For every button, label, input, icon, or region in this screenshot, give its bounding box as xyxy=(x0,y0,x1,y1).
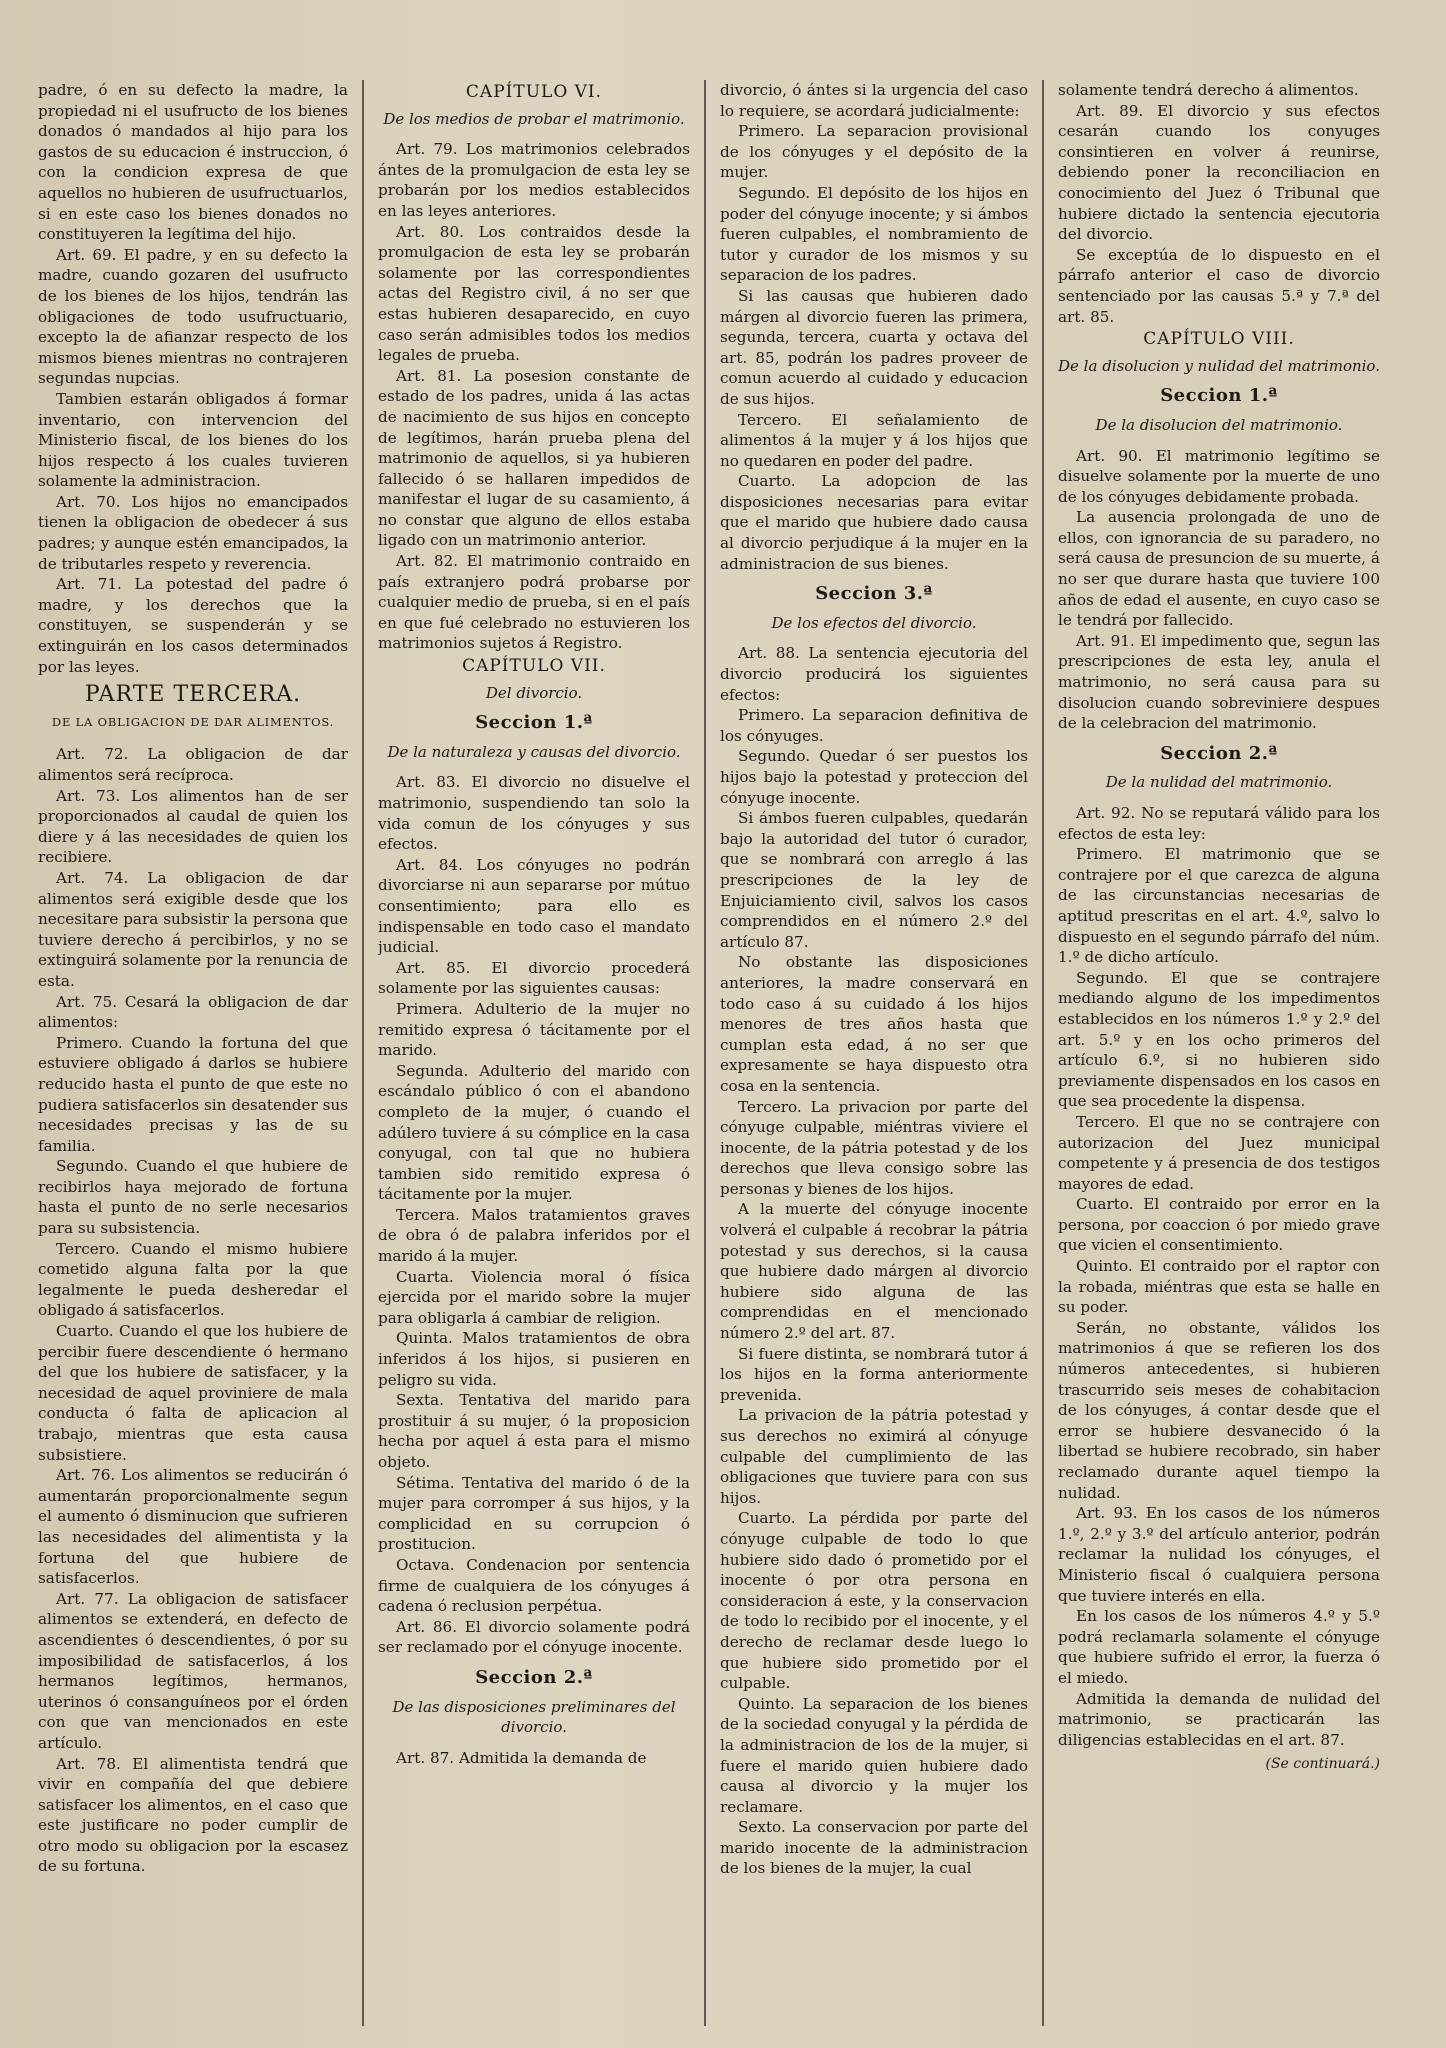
article-78: Art. 78. El alimentista tendrá que vivir en compañía del que debiere satisfacer los alimentos, en el caso que este justificare no poder cumplir de otro modo su obligacion por la escasez de su fortuna. xyxy=(38,1754,348,1876)
paragraph: Cuarto. La pérdida por parte del cónyuge culpable de todo lo que hubiere sido dado ó prometido por el inocente ó por otra persona en consideracion á este, y la conservacion de todo lo recibido por el inocente, y el derecho de reclamar desde luego lo que hubiere sido prometido por el culpable. xyxy=(720,1509,1028,1693)
chapter-subtitle: De la disolucion y nulidad del matrimonio. xyxy=(1058,356,1380,375)
paragraph: Sétima. Tentativa del marido ó de la mujer para corromper á sus hijos, y la complicidad en su corrupcion ó prostitucion. xyxy=(378,1473,690,1554)
paragraph: Tercera. Malos tratamientos graves de obra ó de palabra inferidos por el marido á la mujer. xyxy=(378,1205,690,1266)
paragraph: divorcio, ó ántes si la urgencia del caso lo requiere, se acordará judicialmente: xyxy=(720,81,1028,120)
chapter-subtitle: Del divorcio. xyxy=(485,683,583,702)
paragraph: Primero. Cuando la fortuna del que estuviere obligado á darlos se hubiere reducido hasta el punto de que este no pudiera satisfacerlos sin desatender sus necesidades precisas y las de su familia. xyxy=(38,1033,348,1155)
section-title: Seccion 1.ª xyxy=(475,712,593,734)
article-91: Art. 91. El impedimento que, segun las prescripciones de esta ley, anula el matrimonio, no será causa para su disolucion cuando sobreviniere despues de la celebracion del matrimonio. xyxy=(1058,631,1380,733)
article-89: Art. 89. El divorcio y sus efectos cesarán cuando los conyuges consintieren en volver á reunirse, debiendo poner la reconciliacion en conocimiento del Juez ó Tribunal que hubiere dictado la sentencia ejecutoria del divorcio. xyxy=(1058,101,1380,244)
paragraph: Si ámbos fueren culpables, quedarán bajo la autoridad del tutor ó curador, que se nombrará con arreglo á las prescripciones de la ley de Enjuiciamiento civil, salvos los casos comprendidos en el número 2.º del artículo 87. xyxy=(720,809,1028,951)
column-divider xyxy=(362,80,364,2026)
paragraph: Tambien estarán obligados á formar inventario, con intervencion del Ministerio fiscal, de los bienes do los hijos respecto á los cuales tuvieren solamente la administracion. xyxy=(38,389,348,491)
section-title: Seccion 1.ª xyxy=(1160,385,1278,407)
part-subtitle: DE LA OBLIGACION DE DAR ALIMENTOS. xyxy=(51,714,335,729)
article-71: Art. 71. La potestad del padre ó madre, y los derechos que la constituyen, se suspenderán y se extinguirán en los casos determinados por las leyes. xyxy=(38,575,348,676)
column-divider xyxy=(704,80,706,2026)
section-subtitle: De la nulidad del matrimonio. xyxy=(1105,773,1333,792)
section-subtitle: De la naturaleza y causas del divorcio. xyxy=(387,742,681,761)
section-subtitle: De las disposiciones preliminares del divorcio. xyxy=(392,1697,676,1737)
chapter-title: CAPÍTULO VI. xyxy=(465,82,603,102)
paragraph: Tercero. La privacion por parte del cónyuge culpable, miéntras viviere el inocente, de la pátria potestad y de los derechos que lleva consigo sobre las personas y bienes de los hijos. xyxy=(720,1097,1028,1198)
paragraph: Si fuere distinta, se nombrará tutor á los hijos en la forma anteriormente prevenida. xyxy=(720,1344,1028,1404)
article-88: Art. 88. La sentencia ejecutoria del divorcio producirá los siguientes efectos: xyxy=(720,644,1028,704)
paragraph: Cuarto. Cuando el que los hubiere de percibir fuere descendiente ó hermano del que los hubiere de satisfacer, y la necesidad de aquel proviniere de mala conducta ó falta de aplicacion al trabajo, mientras que esta causa subsistiere. xyxy=(38,1322,348,1464)
paragraph: Cuarto. La adopcion de las disposiciones necesarias para evitar que el marido que hubiere dado causa al divorcio perjudique á la mujer en la administracion de sus bienes. xyxy=(720,472,1028,573)
section-title: Seccion 2.ª xyxy=(475,1666,593,1688)
article-74: Art. 74. La obligacion de dar alimentos será exigible desde que los necesitare para subsistir la persona que tuviere derecho á percibirlos, y no se extinguirá solamente por la renuncia de esta. xyxy=(38,868,348,990)
paragraph: Tercero. Cuando el mismo hubiere cometido alguna falta por la que legalmente le pueda desheredar el obligado á satisfacerlos. xyxy=(38,1239,348,1320)
paragraph: Tercero. El que no se contrajere con autorizacion del Juez municipal competente y á presencia de dos testigos mayores de edad. xyxy=(1058,1112,1380,1193)
paragraph: Segundo. El que se contrajere mediando alguno de los impedimentos establecidos en los números 1.º y 2.º del art. 5.º y en los ocho primeros del artículo 6.º, si no hubieren sido previamente dispensados en los casos en que sea procedente la dispensa. xyxy=(1058,968,1380,1111)
section-title: Seccion 2.ª xyxy=(1160,742,1278,764)
article-84: Art. 84. Los cónyuges no podrán divorciarse ni aun separarse por mútuo consentimiento; para ello es indispensable en todo caso el mandato judicial. xyxy=(378,855,690,957)
article-73: Art. 73. Los alimentos han de ser proporcionados al caudal de quien los diere y á las necesidades de quien los recibiere. xyxy=(38,786,348,867)
paragraph: Admitida la demanda de nulidad del matrimonio, se practicarán las diligencias establecidas en el art. 87. xyxy=(1058,1689,1380,1749)
paragraph: Cuarto. El contraido por error en la persona, por coaccion ó por miedo grave que vicien el consentimiento. xyxy=(1058,1195,1380,1255)
chapter-title: CAPÍTULO VII. xyxy=(462,656,606,677)
article-79: Art. 79. Los matrimonios celebrados ántes de la promulgacion de esta ley se probarán por los medios establecidos en las leyes anteriores. xyxy=(378,140,690,220)
paragraph: Sexto. La conservacion por parte del marido inocente de la administracion de los bienes de la mujer, la cual xyxy=(720,1818,1028,1878)
text-columns xyxy=(38,80,1422,2026)
paragraph: Se exceptúa de lo dispuesto en el párrafo anterior el caso de divorcio sentenciado por las causas 5.ª y 7.ª del art. 85. xyxy=(1058,245,1380,326)
section-subtitle: De la disolucion del matrimonio. xyxy=(1095,415,1343,434)
article-90: Art. 90. El matrimonio legítimo se disuelve solamente por la muerte de uno de los cónyuges debidamente probada. xyxy=(1058,446,1380,506)
paragraph: Primero. La separacion provisional de los cónyuges y el depósito de la mujer. xyxy=(720,122,1028,182)
paragraph: La ausencia prolongada de uno de ellos, con ignorancia de su paradero, no será causa de presuncion de su muerte, á no ser que durare hasta que tuviere 100 años de edad el ausente, en cuyo caso se le tendrá por fallecido. xyxy=(1058,508,1380,630)
paragraph: solamente tendrá derecho á alimentos. xyxy=(1058,81,1359,99)
section-title: Seccion 3.ª xyxy=(815,583,933,605)
article-80: Art. 80. Los contraidos desde la promulgacion de esta ley se probarán solamente por las correspondientes actas del Registro civil, á no ser que estas hubieren desaparecido, en cuyo caso serán admisibles todos los medios legales de prueba. xyxy=(378,222,690,365)
column-3 xyxy=(720,80,1028,2026)
article-82: Art. 82. El matrimonio contraido en país extranjero podrá probarse por cualquier medio de prueba, si en el país en que fué celebrado no estuvieren los matrimonios sujetos á Registro. xyxy=(378,552,690,653)
paragraph: Primero. La separacion definitiva de los cónyuges. xyxy=(720,706,1028,745)
article-87: Art. 87. Admitida la demanda de xyxy=(396,1748,647,1767)
paragraph: Octava. Condenacion por sentencia firme de cualquiera de los cónyuges á cadena ó reclusion perpétua. xyxy=(378,1555,690,1616)
paragraph: No obstante las disposiciones anteriores, la madre conservará en todo caso á su cuidado á los hijos menores de tres años hasta que cumplan esta edad, á no ser que expresamente se haya dispuesto otra cosa en la sentencia. xyxy=(720,953,1028,1095)
paragraph: Quinta. Malos tratamientos de obra inferidos á los hijos, si pusieren en peligro su vida. xyxy=(378,1329,690,1389)
article-81: Art. 81. La posesion constante de estado de los padres, unida á las actas de nacimiento de sus hijos en concepto de legítimos, harán prueba plena del matrimonio de aquellos, si ya hubieren fallecido ó se hallaren impedidos de manifestar el lugar de su casamiento, á no constar que alguno de ellos estaba ligado con un matrimonio anterior. xyxy=(378,366,690,550)
part-title: PARTE TERCERA. xyxy=(84,682,302,708)
paragraph: Primera. Adulterio de la mujer no remitido expresa ó tácitamente por el marido. xyxy=(378,999,690,1060)
chapter-title: CAPÍTULO VIII. xyxy=(1143,329,1295,350)
paragraph: En los casos de los números 4.º y 5.º podrá reclamarla solamente el cónyuge que hubiere sufrido el error, la fuerza ó el miedo. xyxy=(1058,1607,1380,1687)
article-85: Art. 85. El divorcio procederá solamente por las siguientes causas: xyxy=(378,958,690,998)
article-75: Art. 75. Cesará la obligacion de dar alimentos: xyxy=(38,992,348,1032)
paragraph: Segundo. El depósito de los hijos en poder del cónyuge inocente; y si ámbos fueren culpables, el nombramiento de tutor y curador de los mismos y su separacion de los padres. xyxy=(720,183,1028,285)
paragraph: Segundo. Quedar ó ser puestos los hijos bajo la potestad y proteccion del cónyuge inocente. xyxy=(720,747,1028,807)
paragraph: Segunda. Adulterio del marido con escándalo público ó con el abandono completo de la mujer, ó cuando el adúlero tuviere á su cómplice en la casa conyugal, con tal que no hubiera tambien sido remitido expresa ó tácitamente por la mujer. xyxy=(378,1061,690,1204)
paragraph: Quinto. La separacion de los bienes de la sociedad conyugal y la pérdida de la administracion de los de la mujer, si fuere el marido quien hubiere dado causa al divorcio y la mujer los reclamare. xyxy=(720,1694,1028,1816)
article-86: Art. 86. El divorcio solamente podrá ser reclamado por el cónyuge inocente. xyxy=(378,1617,690,1657)
paragraph: La privacion de la pátria potestad y sus derechos no eximirá al cónyuge culpable del cumplimiento de las obligaciones que tuviere para con sus hijos. xyxy=(720,1406,1028,1507)
paragraph: Sexta. Tentativa del marido para prostituir á su mujer, ó la proposicion hecha por aquel á esta para el mismo objeto. xyxy=(378,1391,690,1471)
continuation-note: (Se continuará.) xyxy=(1265,1756,1380,1773)
column-2 xyxy=(378,80,690,2026)
paragraph: padre, ó en su defecto la madre, la propiedad ni el usufructo de los bienes donados ó mandados al hijo para los gastos de su educacion é instruccion, ó con la condicion expresa de que aquellos no hubieren de usufructuarlos, si en este caso los bienes donados no constituyeren la legítima del hijo. xyxy=(38,81,348,244)
article-69: Art. 69. El padre, y en su defecto la madre, cuando gozaren del usufructo de los bienes de los hijos, tendrán las obligaciones de todo usufructuario, excepto la de afianzar respecto de los mismos bienes mientras no contrajeren segundas nupcias. xyxy=(38,245,348,388)
paragraph: A la muerte del cónyuge inocente volverá el culpable á recobrar la pátria potestad y sus derechos, si la causa que hubiere dado márgen al divorcio hubiere sido alguna de las comprendidas en el mencionado número 2.º del art. 87. xyxy=(720,1200,1028,1343)
article-76: Art. 76. Los alimentos se reducirán ó aumentarán proporcionalmente segun el aumento ó disminucion que sufrieren las necesidades del alimentista y la fortuna del que hubiere de satisfacerlos. xyxy=(38,1466,348,1588)
paragraph: Primero. El matrimonio que se contrajere por el que carezca de alguna de las circunstancias necesarias de aptitud prescritas en el art. 4.º, salvo lo dispuesto en el segundo párrafo del núm. 1.º de dicho artículo. xyxy=(1058,845,1380,967)
column-4 xyxy=(1058,80,1380,2026)
article-92: Art. 92. No se reputará válido para los efectos de esta ley: xyxy=(1058,804,1380,843)
article-72: Art. 72. La obligacion de dar alimentos será recíproca. xyxy=(38,745,348,784)
section-subtitle: De los efectos del divorcio. xyxy=(771,613,977,632)
paragraph: Quinto. El contraido por el raptor con la robada, miéntras que esta se halle en su poder. xyxy=(1058,1257,1380,1317)
chapter-subtitle: De los medios de probar el matrimonio. xyxy=(383,109,685,128)
article-77: Art. 77. La obligacion de satisfacer alimentos se extenderá, en defecto de ascendientes ó descendientes, ó por su imposibilidad de satisfacerlos, á los hermanos legítimos, hermanos, uterinos ó consanguíneos por el órden con que van mencionados en este artículo. xyxy=(38,1589,348,1752)
article-70: Art. 70. Los hijos no emancipados tienen la obligacion de obedecer á sus padres; y aunque estén emancipados, la de tributarles respeto y reverencia. xyxy=(38,492,348,573)
paragraph: Tercero. El señalamiento de alimentos á la mujer y á los hijos que no quedaren en poder del padre. xyxy=(720,410,1028,470)
column-1 xyxy=(38,80,348,2026)
column-divider xyxy=(1042,80,1044,2026)
article-93: Art. 93. En los casos de los números 1.º, 2.º y 3.º del artículo anterior, podrán reclamar la nulidad los cónyuges, el Ministerio fiscal ó cualquiera persona que tuviere interés en ella. xyxy=(1058,1504,1380,1605)
paragraph: Segundo. Cuando el que hubiere de recibirlos haya mejorado de fortuna hasta el punto de no serle necesarios para su subsistencia. xyxy=(38,1157,348,1238)
paragraph: Cuarta. Violencia moral ó física ejercida por el marido sobre la mujer para obligarla á cambiar de religion. xyxy=(378,1267,690,1327)
paragraph: Serán, no obstante, válidos los matrimonios á que se refieren los dos números antecedentes, si hubieren trascurrido seis meses de cohabitacion de los cónyuges, á contar desde que el error se hubiere desvanecido ó la libertad se hubiere recobrado, sin haber reclamado durante aquel tiempo la nulidad. xyxy=(1058,1318,1380,1502)
article-83: Art. 83. El divorcio no disuelve el matrimonio, suspendiendo tan solo la vida comun de los cónyuges y sus efectos. xyxy=(378,773,690,854)
paragraph: Si las causas que hubieren dado márgen al divorcio fueren las primera, segunda, tercera, cuarta y octava del art. 85, podrán los padres proveer de comun acuerdo al cuidado y educacion de sus hijos. xyxy=(720,286,1028,408)
